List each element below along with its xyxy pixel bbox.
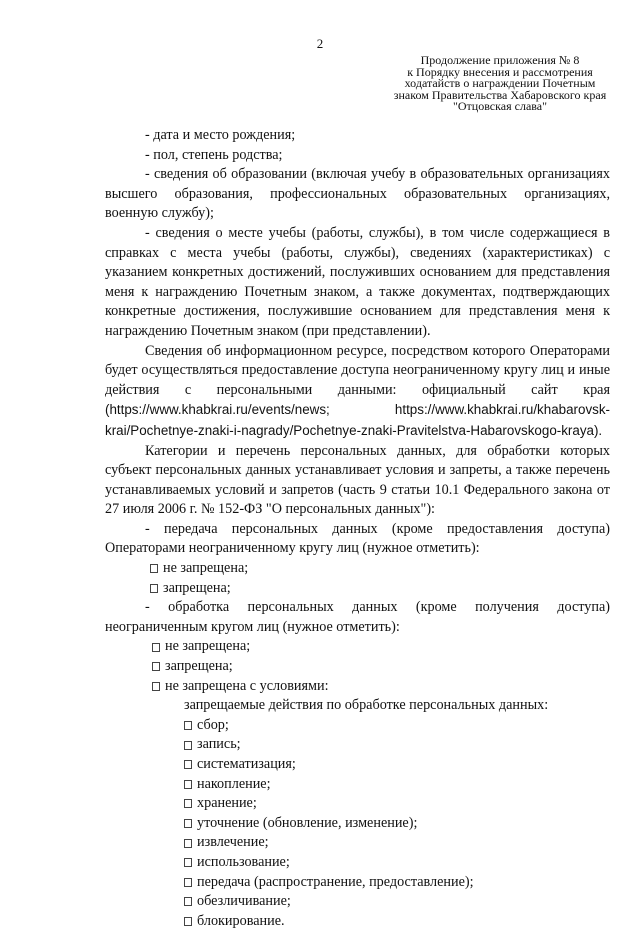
checkbox[interactable]	[184, 799, 192, 808]
processing-option[interactable]: не запрещена;	[105, 637, 610, 657]
checkbox[interactable]	[150, 584, 158, 593]
prohibited-action[interactable]: хранение;	[105, 794, 610, 814]
checkbox[interactable]	[152, 682, 160, 691]
page-number: 2	[316, 36, 324, 51]
transfer-option[interactable]: не запрещена;	[105, 559, 610, 579]
checkbox[interactable]	[152, 643, 160, 652]
checkbox[interactable]	[184, 741, 192, 750]
item-gender: - пол, степень родства;	[145, 146, 283, 163]
checkbox[interactable]	[150, 564, 158, 573]
info-resource-text: Сведения об информационном ресурсе, посредством которого Операторами будет осуществляться предоставление доступа неограниченному кругу лиц и иные действия с персональными данными: официальный сайт края	[105, 342, 610, 398]
transfer-paragraph: - передача персональных данных (кроме предоставления доступа) Операторами неограниченному кругу лиц (нужное отметить):	[105, 520, 610, 557]
annex-line: "Отцовская слава"	[452, 99, 548, 113]
prohibited-action[interactable]: извлечение;	[105, 833, 610, 853]
prohibited-action[interactable]: передача (распространение, предоставление);	[105, 873, 610, 893]
categories-paragraph: Категории и перечень персональных данных, для обработки которых субъект персональных данных устанавливает условия и запреты, а также перечень устанавливаемых условий и запретов (часть 9 статьи 10.1 Федерального закона от 27 июля 2006 г. № 152-ФЗ "О персональных данных"):	[105, 442, 610, 518]
annex-line: Продолжение приложения № 8	[420, 53, 580, 67]
prohibited-action[interactable]: уточнение (обновление, изменение);	[105, 814, 610, 834]
prohibited-action[interactable]: блокирование.	[105, 912, 610, 931]
checkbox[interactable]	[184, 819, 192, 828]
checkbox[interactable]	[184, 878, 192, 887]
prohibited-action[interactable]: использование;	[105, 853, 610, 873]
item-education: - сведения об образовании (включая учебу в образовательных организациях высшего образования, профессиональных образовательных организациях, военную службу);	[105, 166, 610, 222]
document-body	[105, 126, 610, 931]
site-urls: (https://www.khabkrai.ru/events/news; https://www.khabkrai.ru/khabarovsk-krai/Pochetnye-znaki-i-nagrady/Pochetnye-znaki-Pravitelstva-Habarovskogo-kraya).	[105, 402, 610, 438]
prohibited-action[interactable]: запись;	[105, 735, 610, 755]
item-birth: - дата и место рождения;	[145, 127, 296, 143]
processing-option[interactable]: запрещена;	[105, 657, 610, 677]
checkbox[interactable]	[152, 662, 160, 671]
transfer-option[interactable]: запрещена;	[105, 579, 610, 599]
checkbox[interactable]	[184, 858, 192, 867]
checkbox[interactable]	[184, 839, 192, 848]
checkbox[interactable]	[184, 760, 192, 769]
annex-line: ходатайств о награждении Почетным	[404, 76, 596, 90]
checkbox[interactable]	[184, 780, 192, 789]
prohibited-action[interactable]: систематизация;	[105, 755, 610, 775]
checkbox[interactable]	[184, 721, 192, 730]
processing-paragraph: - обработка персональных данных (кроме получения доступа) неограниченным кругом лиц (нужное отметить):	[105, 599, 610, 635]
prohibited-action[interactable]: сбор;	[105, 716, 610, 736]
annex-line: к Порядку внесения и рассмотрения	[407, 64, 593, 79]
checkbox[interactable]	[184, 897, 192, 906]
annex-header	[380, 55, 620, 113]
prohibited-heading: запрещаемые действия по обработке персональных данных:	[184, 697, 549, 714]
item-study-work: - сведения о месте учебы (работы, службы), в том числе содержащиеся в справках с места учебы (работы, службы), сведениях (характеристиках) с указанием конкретных достижений, послуживших основанием для представления меня к награждению Почетным знаком, а также документах, подтверждающих конкретные достижения, послужившие основанием для представления меня к награждению Почетным знаком (при представлении).	[105, 224, 610, 339]
checkbox[interactable]	[184, 917, 192, 926]
prohibited-action[interactable]: накопление;	[105, 775, 610, 795]
info-resource-paragraph	[105, 342, 610, 442]
prohibited-action[interactable]: обезличивание;	[105, 892, 610, 912]
annex-line: знаком Правительства Хабаровского края	[393, 87, 607, 102]
processing-option[interactable]: не запрещена с условиями:	[105, 677, 610, 697]
